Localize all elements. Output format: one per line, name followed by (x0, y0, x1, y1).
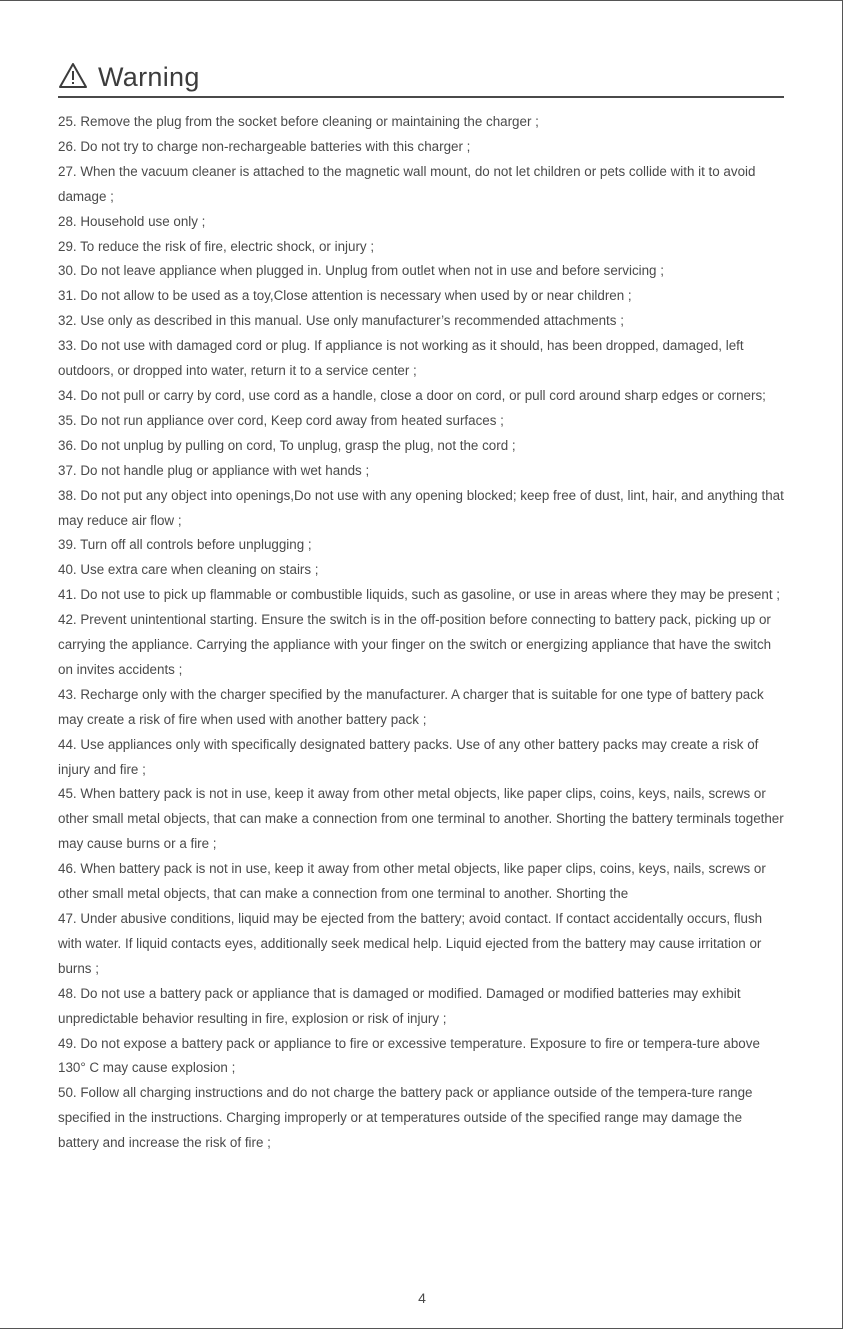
warning-item-45: 45. When battery pack is not in use, keep it away from other metal objects, like paper clips, coins, keys, nails, screws or other small metal objects, that can make a connection from one terminal to another. Shorting the battery terminals together may cause burns or a fire ; (58, 786, 784, 852)
warning-header (58, 58, 784, 98)
warning-item-33: 33. Do not use with damaged cord or plug. If appliance is not working as it should, has been dropped, damaged, left outdoors, or dropped into water, return it to a service center ; (58, 338, 744, 379)
warning-item-32: 32. Use only as described in this manual. Use only manufacturer’s recommended attachments ; (58, 313, 624, 329)
warning-item-26: 26. Do not try to charge non-rechargeable batteries with this charger ; (58, 138, 471, 154)
warning-item-31: 31. Do not allow to be used as a toy,Close attention is necessary when used by or near children ; (58, 288, 632, 304)
warning-item-27: 27. When the vacuum cleaner is attached to the magnetic wall mount, do not let children or pets collide with it to avoid damage ; (58, 163, 756, 204)
warning-item-42: 42. Prevent unintentional starting. Ensure the switch is in the off-position before connecting to battery pack, picking up or carrying the appliance. Carrying the appliance with your finger on the switch or energizing appliance that have the switch on invites accidents ; (58, 612, 772, 677)
page-number: 4 (418, 1290, 426, 1306)
warning-item-40: 40. Use extra care when cleaning on stairs ; (58, 562, 319, 578)
warning-item-47: 47. Under abusive conditions, liquid may be ejected from the battery; avoid contact. If contact accidentally occurs, flush with water. If liquid contacts eyes, additionally seek medical help. Liquid ejected from the battery may cause irritation or burns ; (58, 911, 763, 976)
warning-item-43: 43. Recharge only with the charger specified by the manufacturer. A charger that is suitable for one type of battery pack may create a risk of fire when used with another battery pack ; (58, 686, 764, 727)
warning-item-38: 38. Do not put any object into openings,Do not use with any opening blocked; keep free of dust, lint, hair, and anything that may reduce air flow ; (58, 487, 784, 528)
warning-item-48: 48. Do not use a battery pack or appliance that is damaged or modified. Damaged or modified batteries may exhibit unpredictable behavior resulting in fire, explosion or risk of injury ; (58, 985, 741, 1026)
warning-item-50: 50. Follow all charging instructions and do not charge the battery pack or appliance outside of the tempera-ture range specified in the instructions. Charging improperly or at temperatures outside of the specified range may damage the battery and increase the risk of fire ; (58, 1085, 753, 1151)
warning-item-36: 36. Do not unplug by pulling on cord, To unplug, grasp the plug, not the cord ; (58, 437, 516, 453)
warning-item-46: 46. When battery pack is not in use, keep it away from other metal objects, like paper clips, coins, keys, nails, screws or other small metal objects, that can make a connection from one terminal to another. Shorting the (58, 861, 766, 902)
warning-item-34: 34. Do not pull or carry by cord, use cord as a handle, close a door on cord, or pull cord around sharp edges or corners; (58, 387, 766, 403)
warning-item-49: 49. Do not expose a battery pack or appliance to fire or excessive temperature. Exposure to fire or tempera-ture above 130° C may cause explosion ; (58, 1035, 760, 1076)
warning-item-39: 39. Turn off all controls before unplugging ; (58, 537, 312, 553)
warning-list (58, 110, 786, 1156)
warning-item-30: 30. Do not leave appliance when plugged in. Unplug from outlet when not in use and before servicing ; (58, 263, 664, 279)
warning-item-35: 35. Do not run appliance over cord, Keep cord away from heated surfaces ; (58, 412, 504, 428)
warning-item-29: 29. To reduce the risk of fire, electric shock, or injury ; (58, 238, 375, 254)
warning-triangle-icon (58, 62, 88, 90)
warning-item-44: 44. Use appliances only with specifically designated battery packs. Use of any other battery packs may create a risk of injury and fire ; (58, 736, 759, 777)
warning-item-41: 41. Do not use to pick up flammable or combustible liquids, such as gasoline, or use in areas where they may be present ; (58, 587, 780, 603)
warning-item-25: 25. Remove the plug from the socket before cleaning or maintaining the charger ; (58, 114, 539, 129)
page-title: Warning (98, 61, 200, 92)
warning-item-28: 28. Household use only ; (58, 213, 206, 229)
warning-item-37: 37. Do not handle plug or appliance with wet hands ; (58, 462, 370, 478)
